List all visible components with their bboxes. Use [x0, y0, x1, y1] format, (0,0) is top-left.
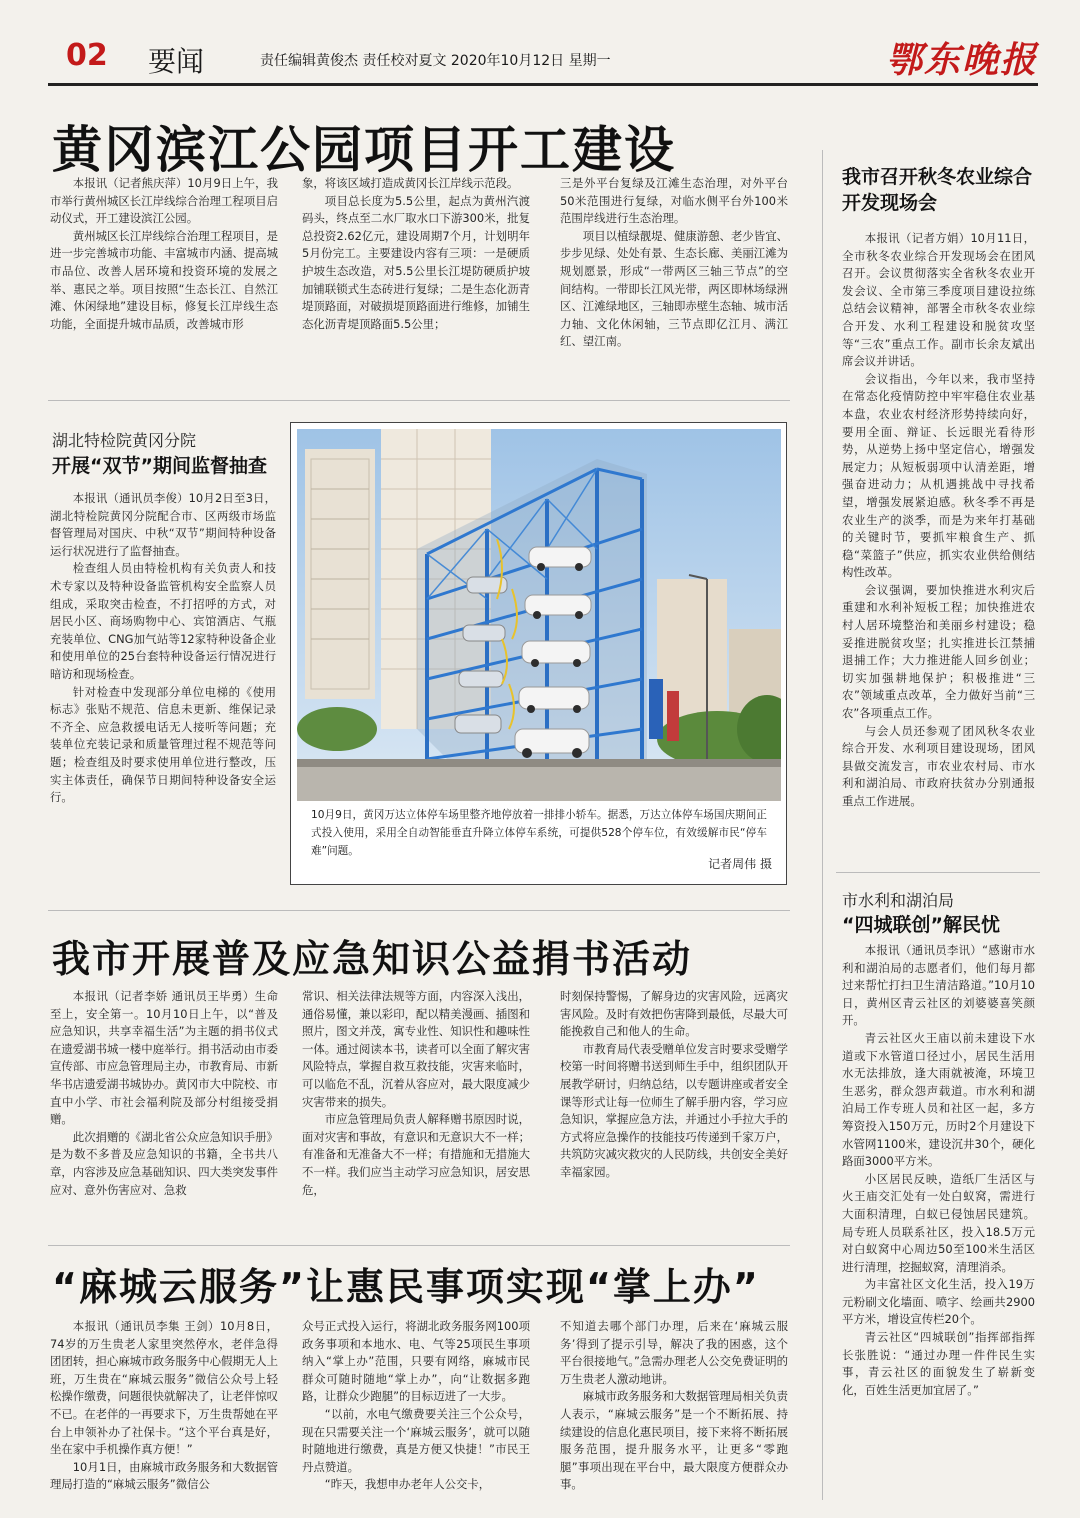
column-divider	[822, 150, 823, 1500]
paragraph: 麻城市政务服务和大数据管理局相关负责人表示，“麻城云服务”是一个不断拓展、持续建设的信息化惠民项目，接下来将不断拓展服务范围，提升服务水平，让更多“零跑腿”事项出现在平台中，最大限度方便群众办事。	[560, 1389, 788, 1492]
paragraph: 此次捐赠的《湖北省公众应急知识手册》是为数不多普及应急知识的书籍，全书共八章，内容涉及应急基础知识、四大类突发事件应对、意外伤害应对、急救	[50, 1129, 278, 1197]
paragraph: 时刻保持警惕，了解身边的灾害风险，远离灾害风险。及时有效把伤害降到最低，尽最大可能挽救自己和他人的生命。	[560, 989, 788, 1039]
paragraph: 项目以植绿靓堤、健康游憩、老少皆宜、步步见绿、处处有景、生态长廊、美丽江滩为规划愿景，形成“一带两区三轴三节点”的空间结构。一带即长江风光带，两区即林场绿洲区、江滩绿地区，三轴即赤壁生态轴、城市活力轴、文化休闲轴，三节点即亿江月、满江红、望江南。	[560, 228, 788, 349]
paragraph: 检查组人员由特检机构有关负责人和技术专家以及特种设备监管机构安全监察人员组成，采取突击检查，不打招呼的方式，对居民小区、商场购物中心、宾馆酒店、气瓶充装单位、CNG加气站等12家特种设备企业和使用单位的25台套特种设备运行情况进行暗访和现场检查。	[50, 561, 276, 681]
article-binjiang-col1	[50, 175, 278, 381]
headline-holiday-inspection: 开展“双节”期间监督抽查	[52, 455, 267, 477]
paragraph: 本报讯（通讯员李讯）“感谢市水利和湖泊局的志愿者们，他们每月都过来帮忙打扫卫生清洁路道。”10月10日，黄州区青云社区的刘婆婆喜笑颜开。	[842, 943, 1035, 1028]
paragraph: “以前，水电气缴费要关注三个公众号，现在只需要关注一个‘麻城云服务’，就可以随时随地进行缴费，真是方便又快捷！”市民王丹点赞道。	[302, 1406, 530, 1474]
photo-caption: 10月9日，黄冈万达立体停车场里整齐地停放着一排排小轿车。据悉，万达立体停车场国庆期间正式投入使用，采用全自动智能垂直升降立体停车系统，可提供528个停车位，有效缓解市民“停车难”问题。	[311, 809, 767, 857]
paragraph: 本报讯（记者李娇 通讯员王毕勇）生命至上，安全第一。10月10日上午，以“普及应急知识，共享幸福生活”为主题的捐书仪式在遗爱湖书城一楼中庭举行。捐书活动由市委宣传部、市应急管理局主办，市教育局、市新华书店遗爱湖书城协办。黄冈市大中院校、市直中小学、市社会福利院及部分村组接受捐赠。	[50, 989, 278, 1127]
article-macheng-col2	[302, 1318, 530, 1510]
headline-four-cities: “四城联创”解民忧	[842, 914, 1000, 936]
paragraph: 市应急管理局负责人解释赠书原因时说，面对灾害和事故，有意识和无意识大不一样；有准备和无准备大不一样；有措施和无措施大不一样。我们应当主动学习应急知识，居安思危，	[302, 1112, 530, 1197]
article-macheng-col1	[50, 1318, 278, 1510]
photo-credit: 记者周伟 摄	[708, 857, 772, 871]
paragraph: 项目总长度为5.5公里，起点为黄州汽渡码头，终点至二水厂取水口下游300米，批复总投资2.62亿元，建设周期7个月，计划明年5月份完工。主要建设内容有三项：一是硬质护坡生态改造，对5.5公里长江堤防硬质护坡加铺联锁式生态砖进行复绿；二是生态化沥青堤顶路面，对破损堤顶路面进行维修，加铺生态化沥青堤顶路面5.5公里；	[302, 193, 530, 331]
paragraph: 三是外平台复绿及江滩生态治理，对外平台50米范围进行复绿，对临水侧平台外100米范围岸线进行生态治理。	[560, 176, 788, 226]
paragraph: 会议强调，要加快推进水利灾后重建和水利补短板工程；加快推进农村人居环境整治和美丽乡村建设；稳妥推进脱贫攻坚；扎实推进长江禁捕退捕工作；大力推进能人回乡创业；切实加强耕地保护；积极推进“三农”领域重点改革，全力做好当前“三农”各项重点工作。	[842, 582, 1035, 721]
paragraph: 本报讯（记者熊庆萍）10月9日上午，我市举行黄州城区长江岸线综合治理工程项目启动仪式，开工建设滨江公园。	[50, 176, 278, 226]
newspaper-logo: 鄂东晚报	[885, 39, 1038, 81]
headline-binjiang-park: 黄冈滨江公园项目开工建设	[52, 121, 676, 179]
paragraph: 本报讯（记者方娟）10月11日，全市秋冬农业综合开发现场会在团风召开。会议贯彻落实全省秋冬农业开发会议、全市第三季度项目建设拉练总结会议精神，部署全市秋冬农业综合开发、水利工程建设和脱贫攻坚等“三农”重点工作。副市长余友斌出席会议并讲话。	[842, 231, 1035, 369]
article-macheng-col3	[560, 1318, 788, 1510]
paragraph: 市教育局代表受赠单位发言时要求受赠学校第一时间将赠书送到师生手中，组织团队开展教学研讨，归纳总结，以专题讲座或者安全课等形式让每一位师生了解手册内容，学习应急知识，掌握应急方法，并通过小手拉大手的方式将应急操作的技能技巧传递到千家万户，共筑防灾减灾救灾的人民防线，共创安全美好幸福家园。	[560, 1041, 788, 1179]
header-rule	[48, 83, 1038, 86]
article-four-cities	[842, 942, 1035, 1462]
divider	[836, 872, 1040, 873]
paragraph: 本报讯（通讯员李集 王剑）10月8日，74岁的万生贵老人家里突然停水，老伴急得团团转，担心麻城市政务服务中心假期无人上班，万生贵在“麻城云服务”微信公众号上轻松操作缴费，问题很快就解决了，让老伴惊叹不已。在老伴的一再要求下，万生贵帮她在平台上申领补办了社保卡。“这个平台真是好，坐在家中手机操作真方便！”	[50, 1319, 278, 1457]
paragraph: 针对检查中发现部分单位电梯的《使用标志》张贴不规范、信息未更新、维保记录不齐全、应急救援电话无人接听等问题；充装单位充装记录和质量管理过程不规范等问题；检查组及时要求使用单位进行整改，压实主体责任，确保节日期间特种设备安全运行。	[50, 684, 276, 805]
paragraph: 小区居民反映，造纸厂生活区与火王庙交汇处有一处白蚁窝，需进行大面积清理，白蚁已侵蚀居民建筑。局专班人员联系社区，投入18.5万元对白蚁窝中心周边50至100米生活区进行清理，挖掘蚁窝，清理消杀。	[842, 1171, 1035, 1274]
paragraph: 与会人员还参观了团风秋冬农业综合开发、水利项目建设现场，团风县做交流发言，市农业农村局、市水利和湖泊局、市政府扶贫办分别通报重点工作进展。	[842, 723, 1035, 808]
divider	[48, 910, 790, 911]
article-book-donation-col1	[50, 988, 278, 1238]
divider	[48, 1245, 790, 1246]
paragraph: 象，将该区域打造成黄冈长江岸线示范段。	[302, 176, 519, 190]
article-book-donation-col3	[560, 988, 788, 1238]
divider	[48, 400, 790, 401]
paragraph: 常识、相关法律法规等方面，内容深入浅出，通俗易懂，兼以彩印，配以精美漫画、插图和照片，图文并茂，寓专业性、知识性和趣味性一体。通过阅读本书，读者可以全面了解灾害风险特点，掌握自救互救技能，灾害来临时，可以临危不乱，沉着从容应对，最大限度减少灾害带来的损失。	[302, 989, 530, 1109]
headline-book-donation: 我市开展普及应急知识公益捐书活动	[52, 937, 693, 981]
paragraph: 会议指出，今年以来，我市坚持在常态化疫情防控中牢牢稳住农业基本盘，农业农村经济形势持续向好，要用全面、辩证、长远眼光看待形势，从逆势上扬中坚定信心，增强发展定力；从短板弱项中认清差距，增强奋进动力；从机遇挑战中寻找希望，增强发展紧迫感。秋冬季不再是农业生产的淡季，而是为来年打基础的关键时节，要抓牢粮食生产、抓稳“菜篮子”供应，抓实农业供给侧结构性改革。	[842, 371, 1035, 580]
page-header	[48, 38, 1038, 82]
section-name: 要闻	[148, 45, 205, 78]
page-number: 02	[66, 38, 108, 73]
paragraph: 青云社区“四城联创”指挥部指挥长张胜说：“通过办理一件件民生实事，青云社区的面貌发生了崭新变化，百姓生活更加宜居了。”	[842, 1330, 1035, 1397]
article-binjiang-col2	[302, 175, 530, 381]
paragraph: 10月1日，由麻城市政务服务和大数据管理局打造的“麻城云服务”微信公	[50, 1459, 278, 1492]
editor-credits: 责任编辑黄俊杰 责任校对夏文 2020年10月12日 星期一	[260, 53, 611, 69]
paragraph: 黄州城区长江岸线综合治理工程项目，是进一步完善城市功能、丰富城市内涵、提高城市品位、改善人居环境和投资环境的发展之举、惠民之举。项目按照“生态长江、自然江滩、休闲绿地”建设目标，修复长江岸线生态功能，全面提升城市品质，改善城市形	[50, 228, 278, 331]
headline-macheng-cloud: “麻城云服务”让惠民事项实现“掌上办”	[52, 1265, 760, 1309]
paragraph: 青云社区火王庙以前未建设下水道或下水管道口径过小，居民生活用水无法排放，逢大雨就被淹，环境卫生恶劣，群众怨声载道。市水利和湖泊局工作专班人员和社区一起，多方筹资投入150万元，历时2个月建设下水管网1100米，建设沉井30个，硬化路面3000平方米。	[842, 1030, 1035, 1169]
kicker-water-bureau: 市水利和湖泊局	[842, 891, 955, 910]
article-book-donation-col2	[302, 988, 530, 1238]
paragraph: 为丰富社区文化生活，投入19万元粉刷文化墙面、喷字、绘画共2900平方米，增设宣传栏20个。	[842, 1277, 1035, 1327]
paragraph: 不知道去哪个部门办理，后来在‘麻城云服务’得到了提示引导，解决了我的困惑，这个平台很接地气。”急需办理老人公交免费证明的万生贵老人激动地讲。	[560, 1319, 788, 1386]
paragraph: “昨天，我想申办老年人公交卡，	[324, 1477, 491, 1492]
parking-garage-image	[297, 429, 781, 801]
photo-parking-garage	[290, 422, 787, 885]
article-binjiang-col3	[560, 175, 788, 381]
paragraph: 本报讯（通讯员李俊）10月2日至3日，湖北特检院黄冈分院配合市、区两级市场监督管理局对国庆、中秋“双节”期间特种设备运行状况进行了监督抽查。	[50, 491, 276, 558]
kicker-special-inspection: 湖北特检院黄冈分院	[52, 431, 197, 450]
paragraph: 众号正式投入运行，将湖北政务服务网100项政务事项和本地水、电、气等25项民生事项纳入“掌上办”范围，只要有网络，麻城市民群众可随时随地“掌上办”，向“让数据多跑路，让群众少跑腿”的目标迈进了一大步。	[302, 1319, 530, 1404]
article-autumn-agriculture	[842, 230, 1035, 850]
headline-autumn-agriculture: 我市召开秋冬农业综合开发现场会	[842, 166, 1033, 214]
article-inspection	[50, 490, 276, 880]
